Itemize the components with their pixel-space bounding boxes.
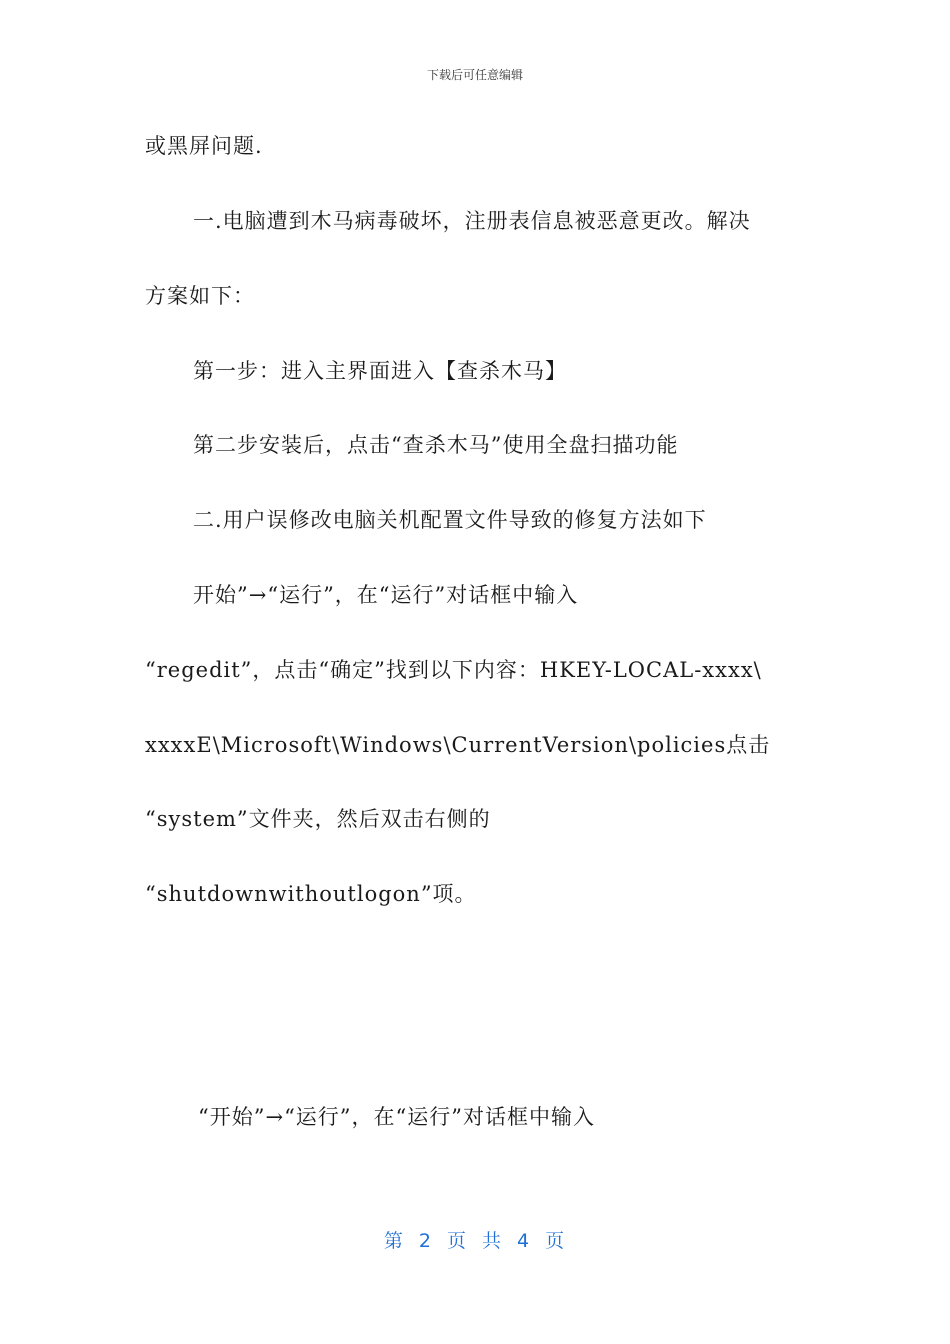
text-line-4: 第一步：进入主界面进入【查杀木马】 [193,359,567,383]
page-footer: 第 2 页 共 4 页 [383,1230,567,1252]
text-line-7: 开始”→“运行”，在“运行”对话框中输入 [193,583,579,607]
text-line-9: xxxxE\Microsoft\Windows\CurrentVersion\policies点击 [145,733,771,757]
text-line-8: “regedit”，点击“确定”找到以下内容：HKEY-LOCAL-xxxx\ [145,658,762,682]
text-line-10: “system”文件夹，然后双击右侧的 [145,807,491,831]
text-line-1: 或黑屏问题. [145,134,263,158]
text-line-5: 第二步安装后，点击“查杀木马”使用全盘扫描功能 [193,433,679,457]
text-line-11: “shutdownwithoutlogon”项。 [145,882,477,906]
text-line-12: “开始”→“运行”，在“运行”对话框中输入 [198,1105,596,1129]
text-line-3: 方案如下： [145,284,255,308]
text-line-2: 一.电脑遭到木马病毒破坏，注册表信息被恶意更改。解决 [193,209,751,233]
text-line-6: 二.用户误修改电脑关机配置文件导致的修复方法如下 [193,508,707,532]
page-header: 下载后可任意编辑 [426,68,523,82]
